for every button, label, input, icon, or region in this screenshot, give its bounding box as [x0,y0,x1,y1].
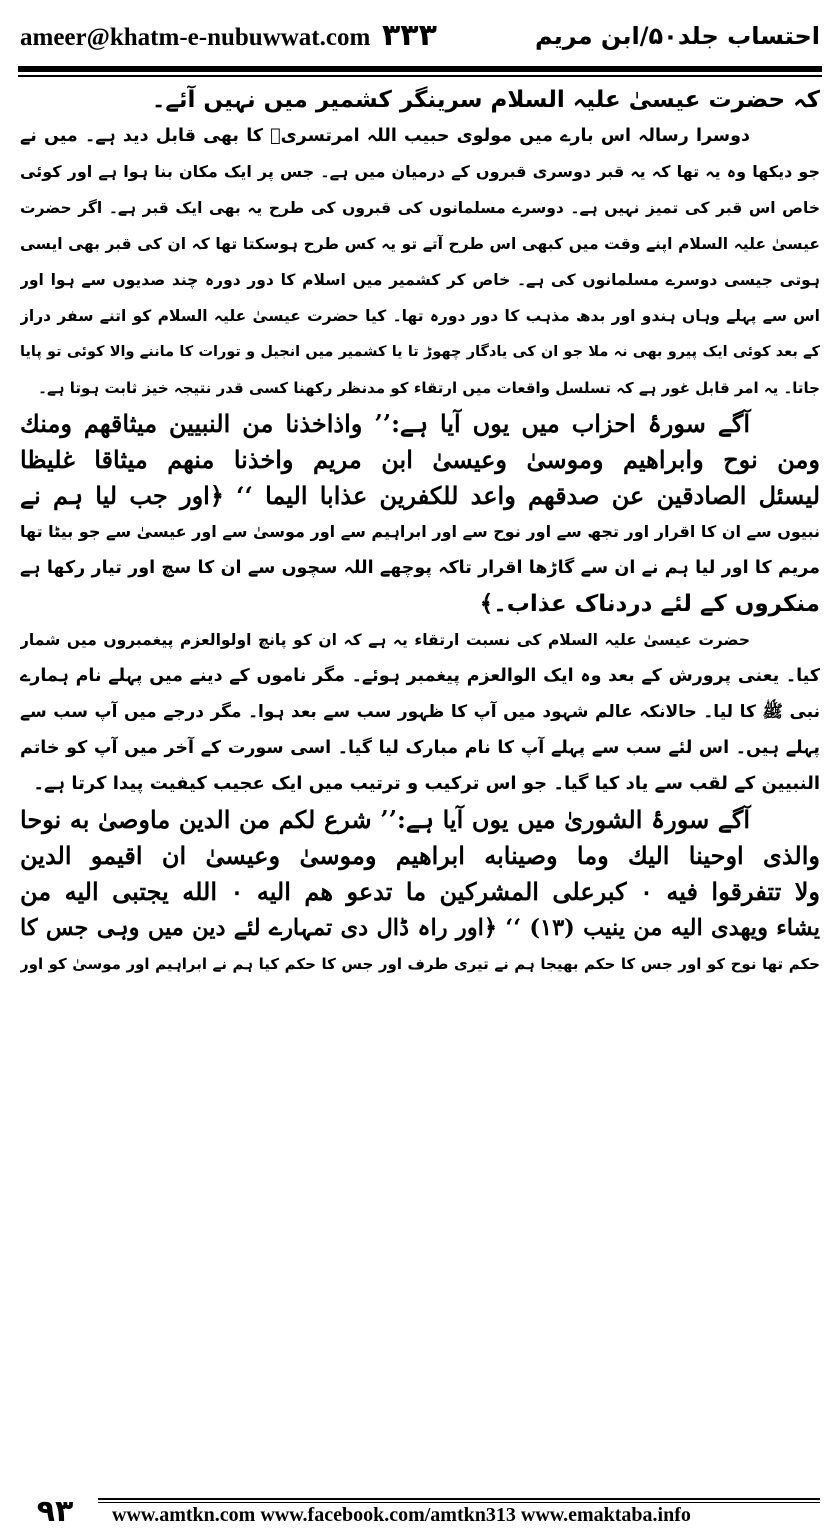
text-line: کہ حضرت عیسیٰ علیہ السلام سرینگر کشمیر میں نہیں آئے۔ [151,87,820,113]
header-rule-thick [18,66,822,72]
text-line: والذى اوحينا اليك وما وصينابه ابراهيم وموسىٰ وعيسىٰ ان اقيمو الدين [20,841,820,870]
text-line: يشاء ويهدى اليه من ينيب (١٣) ‘‘ ﴿اور راہ ڈال دی تمہارے لئے دین میں وہی جس کا [20,915,820,941]
text-line: جاتا۔ یہ امر قابل غور ہے کہ تسلسل واقعات میں ارتقاء کو مدنظر رکھنا کسی قدر نتیجہ خیز ثابت ہوتا ہے۔ [38,379,820,397]
text-line: عیسیٰ علیہ السلام اپنے وقت میں کبھی اس طرح آتے تو یہ کس طرح ہوسکتا تھا کہ ان کی قبر بھی ایسی [20,235,820,253]
header-page-number: ۳۳۳ [382,18,437,53]
text-line: جو دیکھا وہ یہ تھا کہ یہ قبر دوسری قبروں کے درمیان میں ہے۔ جس پر ایک مکان بنا ہوا ہے اور کوئی [20,162,820,181]
text-line: ہوتی جیسی دوسرے مسلمانوں کی ہے۔ خاص کر کشمیر میں اسلام کا دور دورہ چند صدیوں سے ہوا اور [20,271,820,289]
text-line: دوسرا رسالہ اس بارے میں مولوی حبیب اللہ امرتسریؒ کا بھی قابل دید ہے۔ میں نے [20,126,750,146]
text-line: نبیوں سے ان کا اقرار اور تجھ سے اور نوح سے اور ابراہیم سے اور موسیٰ سے اور عیسیٰ سے جو بیٹا تھا [20,522,820,541]
text-line: آگے سورۂ الشوریٰ میں یوں آیا ہے:’’ شرع لكم من الدين ماوصىٰ به نوحا [20,805,750,834]
text-line: خاص اس قبر کی تمیز نہیں ہے۔ دوسرے مسلمانوں کی قبروں کی طرح یہ بھی ایک قبر ہے۔ اگر حضرت [20,199,820,217]
text-line: پہلے ہیں۔ اس لئے سب سے پہلے آپ کا نام مبارک لیا گیا۔ اسی سورت کے آخر میں آپ کو خاتم [20,738,820,758]
footer-rule [98,1498,820,1500]
header-rule-thin [18,75,822,77]
text-line: آگے سورۂ احزاب میں یوں آیا ہے:’’ واذاخذنا من النبيين ميثاقهم ومنك [20,409,750,438]
text-line: ليسئل الصادقين عن صدقهم واعد للكفرين عذابا اليما ‘‘ ﴿اور جب لیا ہم نے [20,481,820,510]
text-line: منکروں کے لئے دردناک عذاب۔﴾ [479,591,820,617]
text-line: کے بعد کوئی ایک پیرو بھی نہ ملا جو ان کی یادگار چھوڑ تا یا کشمیر میں انجیل و تورات کا ماننے والا کوئی تو پایا [20,344,820,360]
text-line: کیا۔ یعنی پرورش کے بعد وہ ایک الوالعزم پیغمبر ہوئے۔ مگر ناموں کے دینے میں پہلے نام ہمارے [20,666,820,686]
header-email: ameer@khatm-e-nubuwwat.com [20,24,371,51]
text-line: مریم کا اور لیا ہم نے ان سے گاڑھا اقرار تاکہ پوچھے اللہ سچوں سے ان کا سچ اور تیار رکھا ہے [20,558,820,578]
text-line: اس سے پہلے وہاں ہندو اور بدھ مذہب کا دور دورہ تھا۔ کیا حضرت عیسیٰ علیہ السلام کو اتنے سفر دراز [20,307,820,325]
footer-urls: www.amtkn.com www.facebook.com/amtkn313 www.emaktaba.info [112,1504,691,1526]
text-line: ولا تتفرقوا فيه ٠ كبرعلى المشركين ما تدعو هم اليه ٠ الله يجتبى اليه من [20,877,820,906]
page-footer [20,1492,820,1536]
footer-rule-thin [98,1502,820,1503]
text-line: حضرت عیسیٰ علیہ السلام کی نسبت ارتقاء یہ ہے کہ ان کو پانچ اولوالعزم پیغمبروں میں شمار [20,631,750,649]
page-body [20,82,820,1482]
text-line: نبی ﷺ کا لیا۔ حالانکہ عالم شہود میں آپ کا ظہور سب سے بعد ہوا۔ مگر درجے میں آپ سب سے [20,702,820,722]
footer-page-number: ۹۳ [36,1494,74,1529]
page-header [20,18,820,68]
header-book-title: احتساب جلد۵۰/ابن مریم [534,22,820,50]
text-line: ومن نوح وابراهيم وموسىٰ وعيسىٰ ابن مريم واخذنا منهم ميثاقا غليظا [20,445,820,474]
text-line: النبیین کے لقب سے یاد کیا گیا۔ جو اس ترکیب و ترتیب میں ایک عجیب کیفیت پیدا کرتا ہے۔ [33,773,820,794]
text-line: حکم تھا نوح کو اور جس کا حکم بھیجا ہم نے تیری طرف اور جس کا حکم کیا ہم نے ابراہیم اور موسیٰ کو اور [20,955,820,973]
